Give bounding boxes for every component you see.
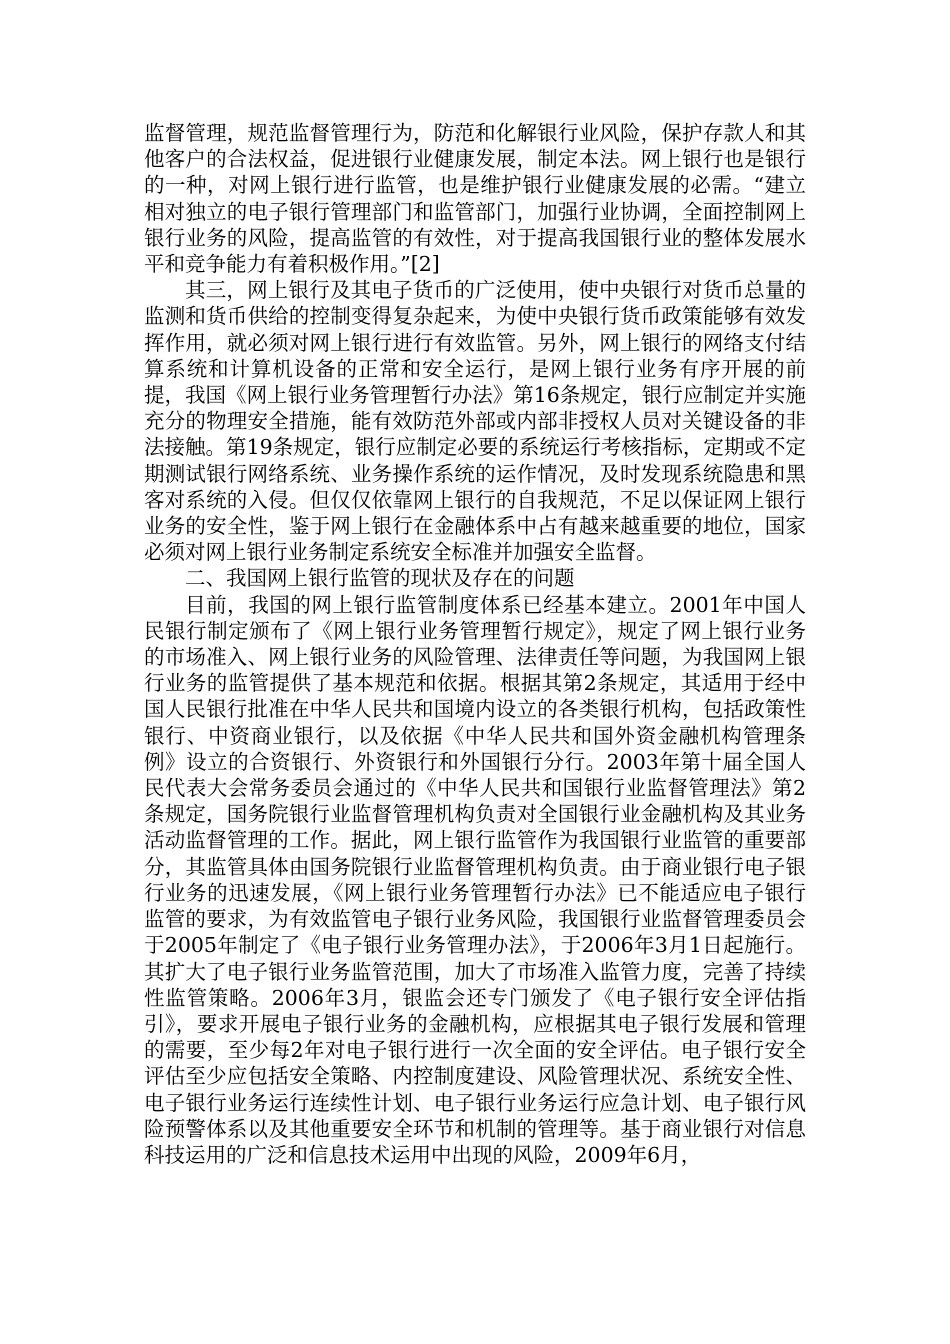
paragraph-continued: 监督管理，规范监督管理行为，防范和化解银行业风险，保护存款人和其他客户的合法权益，促进银行业健康发展，制定本法。网上银行也是银行的一种，对网上银行进行监管，也是维护银行业健康发展的必需。“建立相对独立的电子银行管理部门和监管部门，加强行业协调，全面控制网上银行业务的风险，提高监管的有效性，对于提高我国银行业的整体发展水平和竞争能力有着积极作用。”[2] — [144, 121, 806, 277]
document-page — [144, 120, 806, 1168]
paragraph-third-reason: 其三，网上银行及其电子货币的广泛使用，使中央银行对货币总量的监测和货币供给的控制变得复杂起来，为使中央银行货币政策能够有效发挥作用，就必须对网上银行进行有效监管。另外，网上银行的网络支付结算系统和计算机设备的正常和安全运行，是网上银行业务有序开展的前提，我国《网上银行业务管理暂行办法》第16条规定，银行应制定并实施充分的物理安全措施，能有效防范外部或内部非授权人员对关键设备的非法接触。第19条规定，银行应制定必要的系统运行考核指标，定期或不定期测试银行网络系统、业务操作系统的运作情况，及时发现系统隐患和黑客对系统的入侵。但仅仅依靠网上银行的自我规范，不足以保证网上银行业务的安全性，鉴于网上银行在金融体系中占有越来越重要的地位，国家必须对网上银行业务制定系统安全标准并加强安全监督。 — [144, 278, 806, 565]
section-heading: 二、我国网上银行监管的现状及存在的问题 — [185, 566, 575, 591]
paragraph-current-status: 目前，我国的网上银行监管制度体系已经基本建立。2001年中国人民银行制定颁布了《网上银行业务管理暂行规定》，规定了网上银行业务的市场准入、网上银行业务的风险管理、法律责任等问题，为我国网上银行业务的监管提供了基本规范和依据。根据其第2条规定，其适用于经中国人民银行批准在中华人民共和国境内设立的各类银行机构，包括政策性银行、中资商业银行，以及依据《中华人民共和国外资金融机构管理条例》设立的合资银行、外资银行和外国银行分行。2003年第十届全国人民代表大会常务委员会通过的《中华人民共和国银行业监督管理法》第2条规定，国务院银行业监督管理机构负责对全国银行业金融机构及其业务活动监督管理的工作。据此，网上银行监管作为我国银行业监管的重要部分，其监管具体由国务院银行业监督管理机构负责。由于商业银行电子银行业务的迅速发展，《网上银行业务管理暂行办法》已不能适应电子银行监管的要求，为有效监管电子银行业务风险，我国银行业监督管理委员会于2005年制定了《电子银行业务管理办法》，于2006年3月1日起施行。其扩大了电子银行业务监管范围，加大了市场准入监管力度，完善了持续性监管策略。2006年3月，银监会还专门颁发了《电子银行安全评估指引》，要求开展电子银行业务的金融机构，应根据其电子银行发展和管理的需要，至少每2年对电子银行进行一次全面的安全评估。电子银行安全评估至少应包括安全策略、内控制度建设、风险管理状况、系统安全性、电子银行业务运行连续性计划、电子银行业务运行应急计划、电子银行风险预警体系以及其他重要安全环节和机制的管理等。基于商业银行对信息科技运用的广泛和信息技术运用中出现的风险，2009年6月， — [144, 592, 806, 1167]
